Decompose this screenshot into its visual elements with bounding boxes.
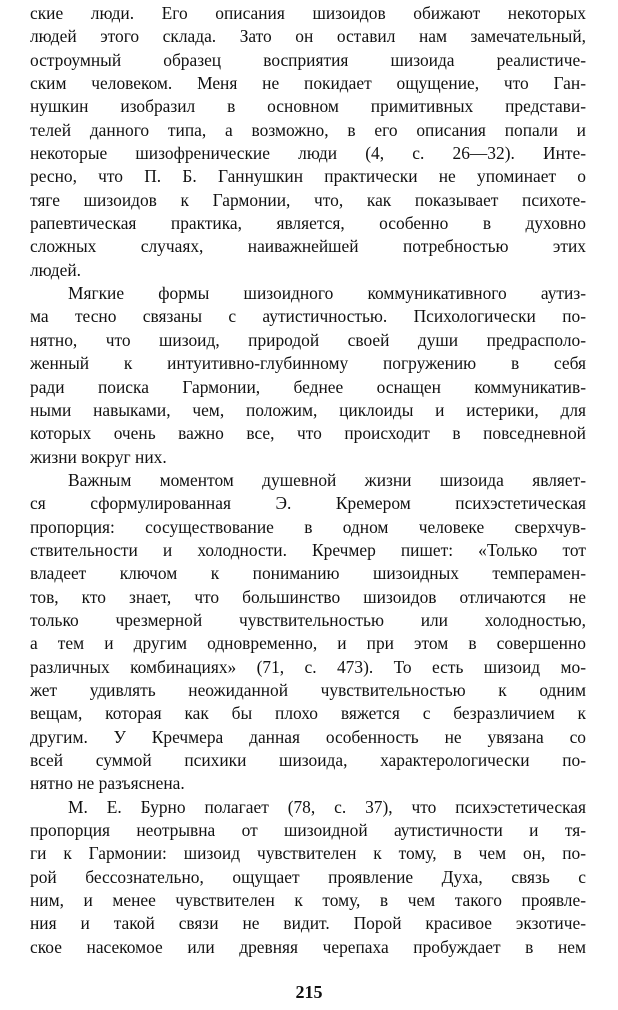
paragraph-first-line: М. Е. Бурно полагает (78, с. 37), что психэстетическая: [68, 796, 586, 817]
text-line: людей.: [30, 259, 82, 280]
paragraph-first-line: Мягкие формы шизоидного коммуникативного аутиз-: [68, 283, 586, 304]
text-line: всей суммой психики шизоида, характерологически по-: [30, 750, 586, 770]
text-line: ским человеком. Меня не покидает ощущение, что Ган-: [30, 73, 586, 94]
text-line: ради поиска Гармонии, беднее оснащен коммуникатив-: [30, 376, 586, 397]
text-line: владеет ключом к пониманию шизоидных темперамен-: [30, 563, 586, 584]
text-line: нятно не разъяснена.: [30, 773, 185, 794]
text-line: ными навыками, чем, положим, циклоиды и истерики, для: [30, 399, 586, 420]
text-line: пропорция: сосуществование в одном человеке сверхчув-: [30, 516, 586, 537]
text-line: ское насекомое или древняя черепаха пробуждает в нем: [30, 936, 586, 957]
text-line: которых очень важно все, что происходит в повседневной: [30, 423, 586, 444]
paragraph-first-line: Важным моментом душевной жизни шизоида являет-: [68, 469, 586, 490]
text-line: ма тесно связаны с аутистичностью. Психологически по-: [30, 306, 586, 327]
text-line: тяге шизоидов к Гармонии, что, как показывает психоте-: [30, 189, 586, 210]
text-line: женный к интуитивно-глубинному погружению в себя: [30, 353, 586, 374]
text-line: жизни вокруг них.: [30, 446, 167, 467]
text-line: нушкин изобразил в основном примитивных представи-: [30, 96, 586, 117]
text-line: нятно, что шизоид, природой своей души предрасполо-: [30, 329, 586, 350]
text-line: жет удивлять неожиданной чувствительностью к одним: [30, 679, 586, 700]
text-line: ним, и менее чувствителен к тому, в чем такого проявле-: [30, 890, 586, 911]
text-line: ские люди. Его описания шизоидов обижают некоторых: [30, 3, 586, 23]
text-line: рой бессознательно, ощущает проявление Духа, связь с: [30, 866, 586, 887]
text-line: различных комбинациях» (71, с. 473). То есть шизоид мо-: [30, 656, 586, 677]
text-line: только чрезмерной чувствительностью или холодностью,: [30, 609, 586, 630]
text-line: ресно, что П. Б. Ганнушкин практически не упоминает о: [30, 166, 586, 187]
text-line: ся сформулированная Э. Кремером психэстетическая: [30, 493, 586, 514]
text-line: рапевтическая практика, является, особенно в духовно: [30, 213, 586, 234]
text-line: некоторые шизофренические люди (4, с. 26—32). Инте-: [30, 143, 586, 164]
text-line: сложных случаях, наиважнейшей потребностью этих: [30, 236, 586, 257]
text-line: людей этого склада. Зато он оставил нам замечательный,: [30, 26, 586, 47]
text-line: вещам, которая как бы плохо вяжется с безразличием к: [30, 703, 586, 724]
text-line: ги к Гармонии: шизоид чувствителен к тому, в чем он, по-: [30, 843, 586, 864]
text-line: а тем и другим одновременно, и при этом в совершенно: [30, 633, 586, 654]
text-line: пропорция неотрывна от шизоидной аутистичности и тя-: [30, 820, 586, 841]
text-line: остроумный образец восприятия шизоида реалистиче-: [30, 49, 586, 70]
text-line: другим. У Кречмера данная особенность не увязана со: [30, 726, 586, 747]
page-number: 215: [295, 982, 323, 1002]
book-page-text: [30, 2, 586, 959]
text-line: тов, кто знает, что большинство шизоидов отличаются не: [30, 586, 586, 607]
text-line: телей данного типа, а возможно, в его описания попали и: [30, 119, 586, 140]
text-line: ния и такой связи не видит. Порой красивое экзотиче-: [30, 913, 586, 934]
text-line: ствительности и холодности. Кречмер пишет: «Только тот: [30, 539, 586, 560]
